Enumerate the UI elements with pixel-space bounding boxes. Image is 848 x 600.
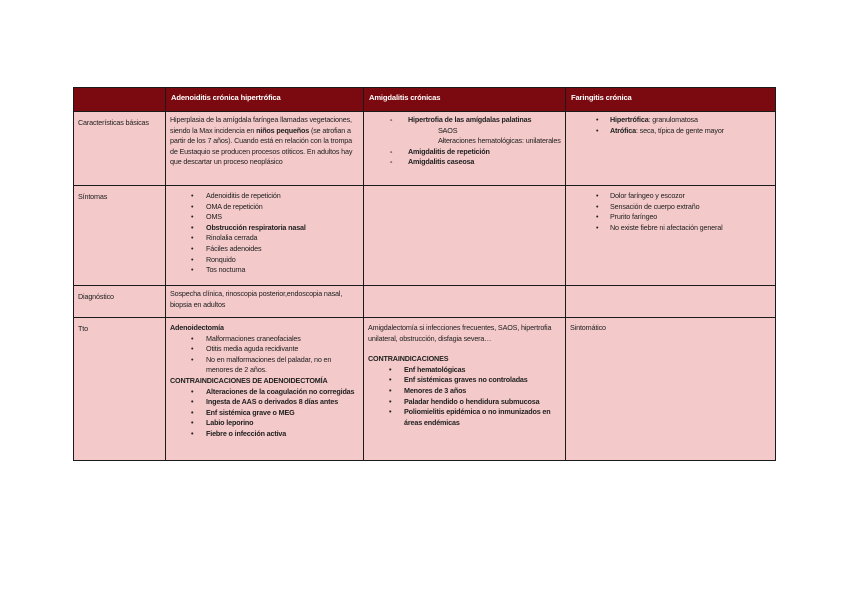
list-item: • Paladar hendido o hendidura submucosa <box>368 397 561 408</box>
table-row-diagnostico <box>74 286 776 318</box>
list-item: • Alteraciones de la coagulación no corregidas <box>170 387 359 398</box>
row-label-sintomas: Síntomas <box>74 186 166 286</box>
cell-tto-amigdalitis <box>364 318 566 461</box>
list-item: • Dolor faríngeo y escozor <box>570 191 771 202</box>
list-item: - SAOS <box>420 126 561 137</box>
cell-sintomas-adenoiditis <box>166 186 364 286</box>
row-label-caracteristicas: Características básicas <box>74 112 166 186</box>
text: Hiperplasia de la amígdala faríngea llamadas vegetaciones, siendo la Max incidencia en <box>170 115 352 135</box>
list-item: • OMA de repetición <box>170 202 359 213</box>
cell-diagnostico-adenoiditis: Sospecha clínica, rinoscopia posterior,endoscopia nasal, biopsia en adultos <box>166 286 364 318</box>
sub-list <box>420 126 561 147</box>
bold-text: niños pequeños <box>256 125 310 135</box>
cell-caracteristicas-amigdalitis <box>364 112 566 186</box>
list-item: • Fiebre o infección activa <box>170 429 359 440</box>
cell-caracteristicas-faringitis <box>566 112 776 186</box>
header-faringitis: Faringitis crónica <box>566 88 776 112</box>
list-item: • Enf sistémicas graves no controladas <box>368 375 561 386</box>
list-item: • No existe fiebre ni afectación general <box>570 223 771 234</box>
text: (se atrofian a partir de los 7 años). Cuando está en relación con la trompa de Eustaquio se producen procesos otíticos. En adultos hay que descartar un proceso neoplásico <box>170 125 353 167</box>
list-item: • Menores de 3 años <box>368 386 561 397</box>
cell-diagnostico-faringitis <box>566 286 776 318</box>
bullet-list <box>570 115 771 136</box>
list-item: • Hipertrófica: granulomatosa <box>570 115 771 126</box>
list-item: • Tos nocturna <box>170 265 359 276</box>
list-item: - Alteraciones hematológicas: unilaterales <box>420 136 561 147</box>
list-item: • Rinolalia cerrada <box>170 233 359 244</box>
list-item: • Obstrucción respiratoria nasal <box>170 223 359 234</box>
list-item: • Ingesta de AAS o derivados 8 días antes <box>170 397 359 408</box>
header-adenoiditis: Adenoiditis crónica hipertrófica <box>166 88 364 112</box>
adenoidectomia-title: Adenoidectomía <box>170 323 224 332</box>
list-item: • Otitis media aguda recidivante <box>170 344 359 355</box>
bullet-list <box>368 365 561 429</box>
amigdalectomia-text: Amigdalectomía si infecciones frecuentes, SAOS, hipertrofia unilateral, obstrucción, disfagia severa… <box>368 323 552 343</box>
bullet-list <box>570 191 771 233</box>
header-row <box>74 88 776 112</box>
list-item: • Labio leporino <box>170 418 359 429</box>
cell-diagnostico-amigdalitis <box>364 286 566 318</box>
cell-sintomas-amigdalitis <box>364 186 566 286</box>
bullet-list <box>170 387 359 440</box>
bullet-list <box>170 191 359 276</box>
table-row-sintomas <box>74 186 776 286</box>
list-item: • Malformaciones craneofaciales <box>170 334 359 345</box>
list-item: • No en malformaciones del paladar, no en menores de 2 años. <box>170 355 359 376</box>
list-item: • Enf hematológicas <box>368 365 561 376</box>
list-item: - Hipertrofia de las amígdalas palatinas - SAOS - Alteraciones hematológicas: unilaterales <box>368 115 561 147</box>
comparison-table <box>73 87 776 461</box>
dash-list <box>368 115 561 168</box>
cell-tto-adenoiditis <box>166 318 364 461</box>
list-item: • Atrófica: seca, típica de gente mayor <box>570 126 771 137</box>
list-item: • OMS <box>170 212 359 223</box>
header-cell-empty <box>74 88 166 112</box>
contraindicaciones-title: CONTRAINDICACIONES <box>368 354 449 364</box>
list-item: • Ronquido <box>170 255 359 266</box>
row-label-tto: Tto <box>74 318 166 461</box>
row-label-diagnostico: Diagnóstico <box>74 286 166 318</box>
table-row-caracteristicas <box>74 112 776 186</box>
list-item: • Poliomielitis epidémica o no inmunizados en áreas endémicas <box>368 407 561 428</box>
table-row-tto <box>74 318 776 461</box>
list-item: - Amigdalitis caseosa <box>368 157 561 168</box>
list-item: • Prurito faríngeo <box>570 212 771 223</box>
contraindicaciones-title: CONTRAINDICACIONES DE ADENOIDECTOMÍA <box>170 375 328 385</box>
cell-tto-faringitis: Sintomático <box>566 318 776 461</box>
cell-sintomas-faringitis <box>566 186 776 286</box>
list-item: • Adenoiditis de repetición <box>170 191 359 202</box>
list-item: • Sensación de cuerpo extraño <box>570 202 771 213</box>
header-amigdalitis: Amigdalitis crónicas <box>364 88 566 112</box>
list-item: • Enf sistémica grave o MEG <box>170 408 359 419</box>
cell-caracteristicas-adenoiditis <box>166 112 364 186</box>
bullet-list <box>170 334 359 376</box>
list-item: - Amigdalitis de repetición <box>368 147 561 158</box>
list-item: • Fáciles adenoides <box>170 244 359 255</box>
